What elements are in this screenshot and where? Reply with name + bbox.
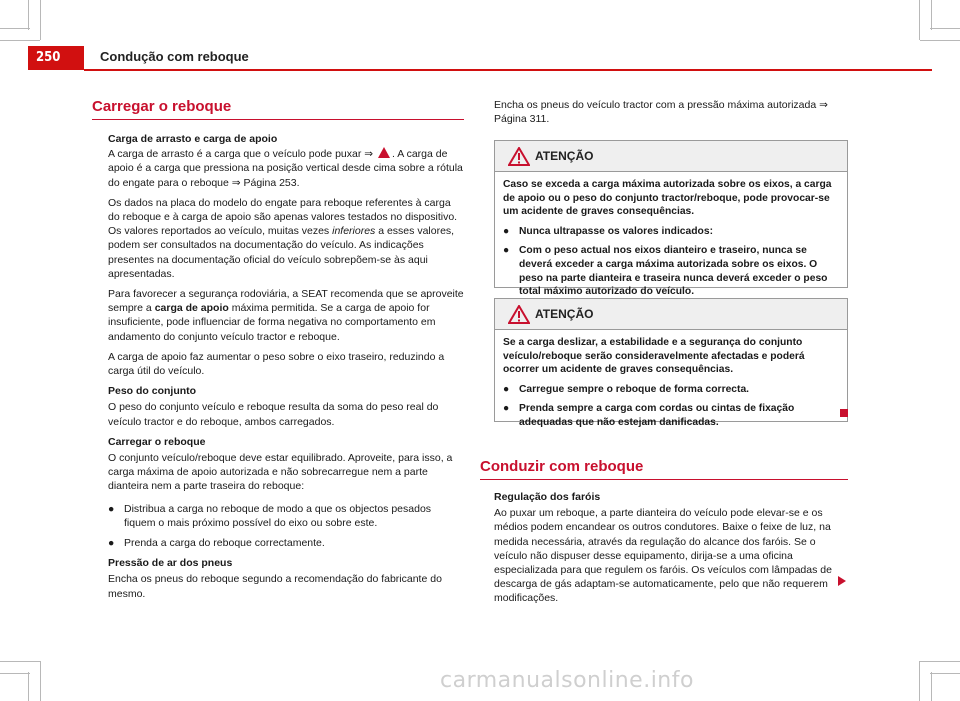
warning-header — [495, 299, 847, 330]
list-item — [108, 536, 464, 550]
list-item — [108, 502, 464, 530]
text: Para favorecer a segurança rodoviária, a SEAT recomenda que se aproveite sempre a — [108, 288, 464, 315]
paragraph: Encha os pneus do veículo tractor com a pressão máxima autorizada ⇒ Página 311. — [494, 99, 828, 126]
warning-label: ATENÇÃO — [535, 307, 594, 321]
paragraph: O peso do conjunto veículo e reboque resulta da soma do peso real do veículo tractor e do reboque, ambos carregados. — [108, 401, 439, 428]
warning-triangle-icon — [378, 147, 390, 158]
warning-text: Caso se exceda a carga máxima autorizada sobre os eixos, a carga de apoio ou o peso do conjunto tractor/reboque, pode provocar-se um acidente de graves consequências. — [503, 179, 832, 218]
crop-mark — [28, 0, 29, 30]
section-title-conduzir: Conduzir com reboque — [480, 458, 644, 475]
text: máxima permitida. Se a carga de apoio for insuficiente, pode influenciar de forma negativa no comportamento em andamento do conjunto veículo tractor e reboque. — [108, 302, 436, 343]
warning-body — [495, 330, 847, 436]
crop-mark — [930, 28, 960, 29]
paragraph — [108, 147, 464, 190]
crop-mark — [40, 661, 41, 701]
bullet-icon: ● — [503, 245, 510, 257]
header-rule — [84, 69, 932, 71]
crop-mark — [40, 0, 41, 40]
crop-mark — [930, 673, 960, 674]
crop-mark — [28, 672, 29, 701]
subheading-farois: Regulação dos faróis — [494, 491, 601, 503]
list-item — [503, 244, 839, 298]
page-number: 250 — [28, 46, 84, 70]
section-title-carregar: Carregar o reboque — [92, 98, 232, 115]
right-column-body — [494, 490, 848, 606]
warning-header — [495, 141, 847, 172]
bullet-icon: ● — [108, 502, 115, 515]
list-item — [503, 383, 839, 397]
crop-mark — [0, 40, 40, 41]
section-rule — [92, 119, 464, 120]
warning-text: Se a carga deslizar, a estabilidade e a segurança do conjunto veículo/reboque serão consideravelmente afectadas e poderá ocorrer um acidente de graves consequências. — [503, 337, 805, 376]
watermark: carmanualsonline.info — [440, 668, 694, 693]
crop-mark — [920, 661, 960, 662]
text: A carga de arrasto é a carga que o veículo pode puxar ⇒ — [108, 148, 374, 161]
crop-mark — [0, 28, 30, 29]
paragraph: O conjunto veículo/reboque deve estar equilibrado. Aproveite, para isso, a carga máxima de apoio autorizada e não sobrecarregue nem a parte dianteira nem a parte traseira do reboque: — [108, 452, 453, 493]
list-item — [503, 225, 839, 239]
list-item-text: Nunca ultrapasse os valores indicados: — [519, 225, 713, 237]
section-rule — [480, 479, 848, 480]
list-item-text: Prenda sempre a carga com cordas ou cintas de fixação adequadas que não estejam danificadas. — [519, 403, 795, 428]
list-item-text: Carregue sempre o reboque de forma correcta. — [519, 383, 750, 395]
crop-mark — [919, 661, 920, 701]
subheading-peso: Peso do conjunto — [108, 385, 197, 398]
warning-label: ATENÇÃO — [535, 149, 594, 163]
warning-box — [494, 298, 848, 428]
paragraph: Encha os pneus do reboque segundo a recomendação do fabricante do mesmo. — [108, 573, 442, 600]
continue-arrow-icon — [838, 576, 846, 586]
list-item-text: Distribua a carga no reboque de modo a que os objectos pesados fiquem o mais próximo possível do eixo ou sobre este. — [124, 502, 432, 529]
warning-body — [495, 172, 847, 305]
list-item-text: Prenda a carga do reboque correctamente. — [124, 537, 325, 550]
emphasis-text: inferiores — [332, 225, 376, 238]
list-item — [503, 402, 839, 429]
crop-mark — [931, 672, 932, 701]
text: Os dados na placa do modelo do engate para reboque referentes à carga do reboque e à carga de apoio são apenas valores testados no dispositivo. Os valores reportados ao veículo, muitas vezes — [108, 196, 458, 238]
paragraph: A carga de apoio faz aumentar o peso sobre o eixo traseiro, reduzindo a carga útil do veículo. — [108, 350, 445, 378]
subheading-carga: Carga de arrasto e carga de apoio — [108, 133, 278, 145]
crop-mark — [931, 0, 932, 30]
bullet-icon: ● — [503, 383, 510, 395]
crop-mark — [919, 0, 920, 40]
crop-mark — [0, 673, 30, 674]
crop-mark — [920, 40, 960, 41]
text: a esses valores, podem ser consultados na documentação do veículo. As indicações presentes na documentação oficial do veículo sobrepõem-se às aqui apresentadas. — [108, 225, 455, 280]
subheading-carregar: Carregar o reboque — [108, 435, 206, 448]
running-header-title: Condução com reboque — [100, 49, 249, 64]
left-column — [108, 132, 464, 601]
bullet-icon: ● — [503, 403, 510, 415]
right-intro — [494, 98, 848, 126]
list-item-text: Com o peso actual nos eixos dianteiro e traseiro, nunca se deverá exceder a carga máxima autorizada sobre os eixos. O peso na parte dianteira e traseira nunca deverá exceder o peso total máximo autorizado do veículo. — [519, 245, 828, 298]
bullet-icon: ● — [108, 537, 115, 550]
paragraph — [108, 196, 464, 281]
warning-box — [494, 140, 848, 298]
warning-triangle-icon — [508, 305, 530, 324]
warning-triangle-icon — [508, 147, 530, 166]
paragraph — [108, 287, 464, 344]
text: . A carga de apoio é a carga que pressiona na posição vertical desde cima sobre a rótula do engate para o reboque ⇒ Página 253. — [108, 148, 463, 189]
bullet-icon: ● — [503, 225, 510, 237]
subheading-pressao: Pressão de ar dos pneus — [108, 557, 233, 570]
bold-text: carga de apoio — [154, 302, 229, 315]
paragraph: Ao puxar um reboque, a parte dianteira do veículo pode elevar-se e os médios podem encandear os outros condutores. Baixe o feixe de luz, na medida necessária, através da regulação do alcance dos faróis. Se o veículo não dispuser desse equipamento, dirija-se a uma oficina especializada para que regulem os faróis. Os veículos com lâmpadas de descarga de gás adaptam-se automaticamente, pelo que não requerem modificações. — [494, 507, 832, 605]
crop-mark — [0, 661, 40, 662]
end-marker-square-icon — [840, 409, 848, 417]
